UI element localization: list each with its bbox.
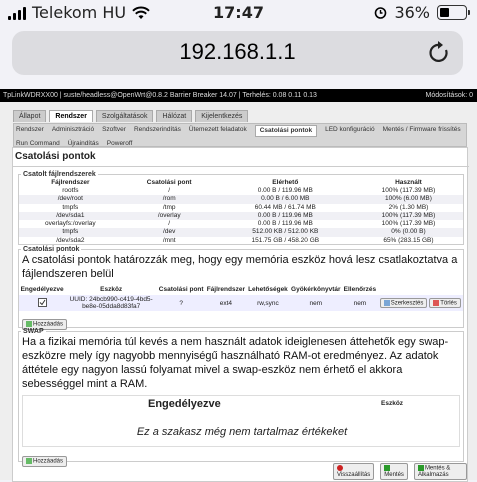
mounted-header: Fájlrendszer: [51, 179, 90, 186]
table-cell: /tmp: [162, 203, 176, 211]
swap-table: [22, 395, 460, 447]
ios-status-bar: [0, 0, 477, 26]
table-cell: tmpfs: [19, 228, 122, 236]
table-row: [19, 204, 463, 212]
save-apply-icon: [418, 465, 424, 471]
delete-icon: [433, 300, 439, 306]
subtab-row2-0[interactable]: Run Command: [16, 140, 60, 147]
table-cell: 100% (6.00 MB): [354, 195, 463, 203]
mount-points-table: [19, 284, 463, 311]
save-apply-button[interactable]: Mentés & Alkalmazás: [414, 463, 467, 480]
table-cell: /: [168, 187, 171, 194]
tab-1[interactable]: Rendszer: [49, 110, 93, 122]
swap-add-button[interactable]: Hozzáadás: [22, 456, 67, 467]
table-row: [19, 195, 463, 203]
table-cell: /dev: [122, 228, 217, 236]
add-icon: [26, 458, 32, 464]
alarm-icon: [374, 6, 387, 19]
table-row: [19, 187, 463, 195]
device-cell: UUID: 24bcb990-c419-4bd5-be8e-05dda8d83fa7: [65, 295, 157, 311]
table-cell: 151.75 GB / 458.20 GB: [251, 236, 320, 244]
table-row: [19, 228, 463, 236]
enabled-checkbox[interactable]: [19, 295, 65, 311]
changes-count[interactable]: Módosítások: 0: [425, 92, 473, 99]
mount-points-header: Ellenőrzés: [343, 286, 377, 293]
subtab-row1-1[interactable]: Adminisztráció: [51, 126, 95, 133]
edit-button[interactable]: Szerkesztés: [380, 298, 428, 309]
table-cell: 0% (0.00 B): [354, 228, 463, 236]
tab-0[interactable]: Állapot: [13, 110, 46, 122]
page-title: Csatolási pontok: [13, 148, 469, 167]
subtab-row1-2[interactable]: Szoftver: [102, 126, 126, 133]
tab-4[interactable]: Kijelentkezés: [195, 110, 248, 122]
mount-points-legend: Csatolási pontok: [23, 246, 80, 253]
swap-device-header: Eszköz: [381, 400, 404, 407]
table-cell: 100% (117.39 MB): [381, 187, 436, 194]
table-cell: 2% (1.30 MB): [388, 203, 429, 211]
table-cell: 512.00 KB / 512.00 KB: [217, 228, 354, 236]
subtab-row1-5[interactable]: Csatolási pontok: [255, 125, 317, 137]
reset-button[interactable]: Visszaállítás: [333, 463, 374, 480]
table-cell: 0.00 B / 6.00 MB: [217, 195, 354, 203]
mount-add-button[interactable]: Hozzáadás: [22, 319, 67, 330]
row-actions: [378, 295, 463, 311]
clock: 17:47: [213, 3, 264, 22]
carrier-name: Telekom HU: [32, 3, 127, 22]
subtab-row1-0[interactable]: Rendszer: [16, 126, 44, 133]
table-cell: /dev/root: [19, 195, 122, 203]
content-panel: [12, 147, 468, 482]
sub-menu: [13, 123, 467, 147]
mount-points-header: Gyökérkönyvtár: [291, 286, 341, 293]
table-cell: /dev/sda2: [56, 236, 85, 244]
mounted-legend: Csatolt fájlrendszerek: [23, 171, 96, 178]
tab-2[interactable]: Szolgáltatások: [96, 110, 154, 122]
subtab-row1-4[interactable]: Ütemezett feladatok: [188, 126, 247, 133]
table-row: [19, 220, 463, 228]
table-cell: 0.00 B / 119.96 MB: [257, 187, 313, 194]
table-cell: /: [168, 220, 171, 228]
battery-percent: 36%: [394, 3, 430, 22]
form-actions: [333, 463, 467, 480]
table-row: [19, 237, 463, 245]
url-text[interactable]: 192.168.1.1: [179, 39, 296, 64]
subtab-row1-7[interactable]: Mentés / Firmware frissítés: [382, 126, 461, 133]
swap-description: Ha a fizikai memória túl kevés a nem használt adatok ideiglenesen áttehetők egy swap-eszközre mely így nagyobb mennyiségű használható RAM-ot eredményez. Az adatok áttétele egy nagyon lassú folyamat mivel a swap-eszköz nem érhető el akkora sebességgel mint a RAM.: [22, 336, 449, 390]
mount-points-header: Fájlrendszer: [206, 286, 245, 293]
swap-enabled-header: Engedélyezve: [148, 398, 221, 410]
battery-icon: [437, 5, 467, 20]
mounted-header: Használt: [395, 179, 422, 186]
mount-points-header: Csatolási pont: [158, 286, 204, 293]
edit-icon: [384, 300, 390, 306]
mount-points-header: Eszköz: [100, 286, 123, 293]
table-cell: /mnt: [162, 236, 176, 244]
table-cell: 100% (117.39 MB): [354, 212, 463, 220]
fs-cell: ext4: [205, 295, 246, 311]
table-cell: /rom: [122, 195, 217, 203]
table-cell: tmpfs: [62, 203, 79, 211]
table-cell: 0.00 B / 119.96 MB: [217, 212, 354, 220]
status-right: [374, 3, 467, 22]
swap-legend: SWAP: [23, 328, 44, 335]
subtab-row2-2[interactable]: Poweroff: [106, 140, 133, 147]
subtab-row2-1[interactable]: Újraindítás: [67, 140, 99, 147]
table-row: [19, 212, 463, 220]
table-cell: rootfs: [62, 187, 79, 194]
table-cell: 65% (283.15 GB): [383, 236, 434, 244]
address-bar[interactable]: [12, 31, 463, 75]
add-icon: [26, 321, 32, 327]
delete-button[interactable]: Törlés: [429, 298, 461, 309]
table-cell: /overlay: [122, 212, 217, 220]
root-cell: nem: [289, 295, 342, 311]
swap-section: [18, 328, 464, 465]
mount-points-section: [18, 246, 464, 328]
main-menu: [13, 110, 248, 122]
mount-points-header: Lehetőségek: [248, 286, 288, 293]
save-button[interactable]: Mentés: [380, 463, 408, 480]
mount-cell: ?: [157, 295, 205, 311]
mounted-header: Elérhető: [272, 179, 299, 186]
mount-point-row: [19, 295, 463, 311]
reload-icon[interactable]: [429, 41, 451, 65]
mounted-header: Csatolási pont: [146, 179, 192, 186]
tab-3[interactable]: Hálózat: [156, 110, 192, 122]
router-page: [0, 102, 477, 480]
reset-icon: [337, 465, 343, 471]
mounted-table: [19, 178, 463, 245]
mounted-filesystems-section: [18, 171, 464, 245]
actions-header: [378, 284, 463, 295]
check-cell: nem: [342, 295, 377, 311]
table-cell: 100% (117.39 MB): [381, 220, 436, 228]
table-cell: 0.00 B / 119.96 MB: [257, 220, 313, 228]
checkbox-icon[interactable]: [38, 298, 47, 307]
table-cell: overlayfs:/overlay: [45, 220, 96, 228]
router-info: TpLinkWDRXX00 | suste/headless@OpenWrt@0.8.2 Barrier Breaker 14.07 | Terhelés: 0.08 0.11 0.13: [3, 92, 317, 99]
subtab-row1-3[interactable]: Rendszerindítás: [133, 126, 181, 133]
swap-empty-message: Ez a szakasz még nem tartalmaz értékeket: [136, 426, 348, 438]
save-icon: [384, 465, 390, 471]
table-cell: /dev/sda1: [19, 212, 122, 220]
subtab-row1-6[interactable]: LED konfiguráció: [325, 126, 375, 133]
table-cell: 60.44 MB / 61.74 MB: [254, 203, 316, 211]
options-cell: rw,sync: [247, 295, 290, 311]
mount-points-description: A csatolási pontok határozzák meg, hogy egy memória eszköz hová lesz csatlakoztatva a fájlendszeren belül: [22, 254, 458, 280]
router-header: [0, 89, 477, 102]
mount-points-header: Engedélyezve: [20, 286, 64, 293]
